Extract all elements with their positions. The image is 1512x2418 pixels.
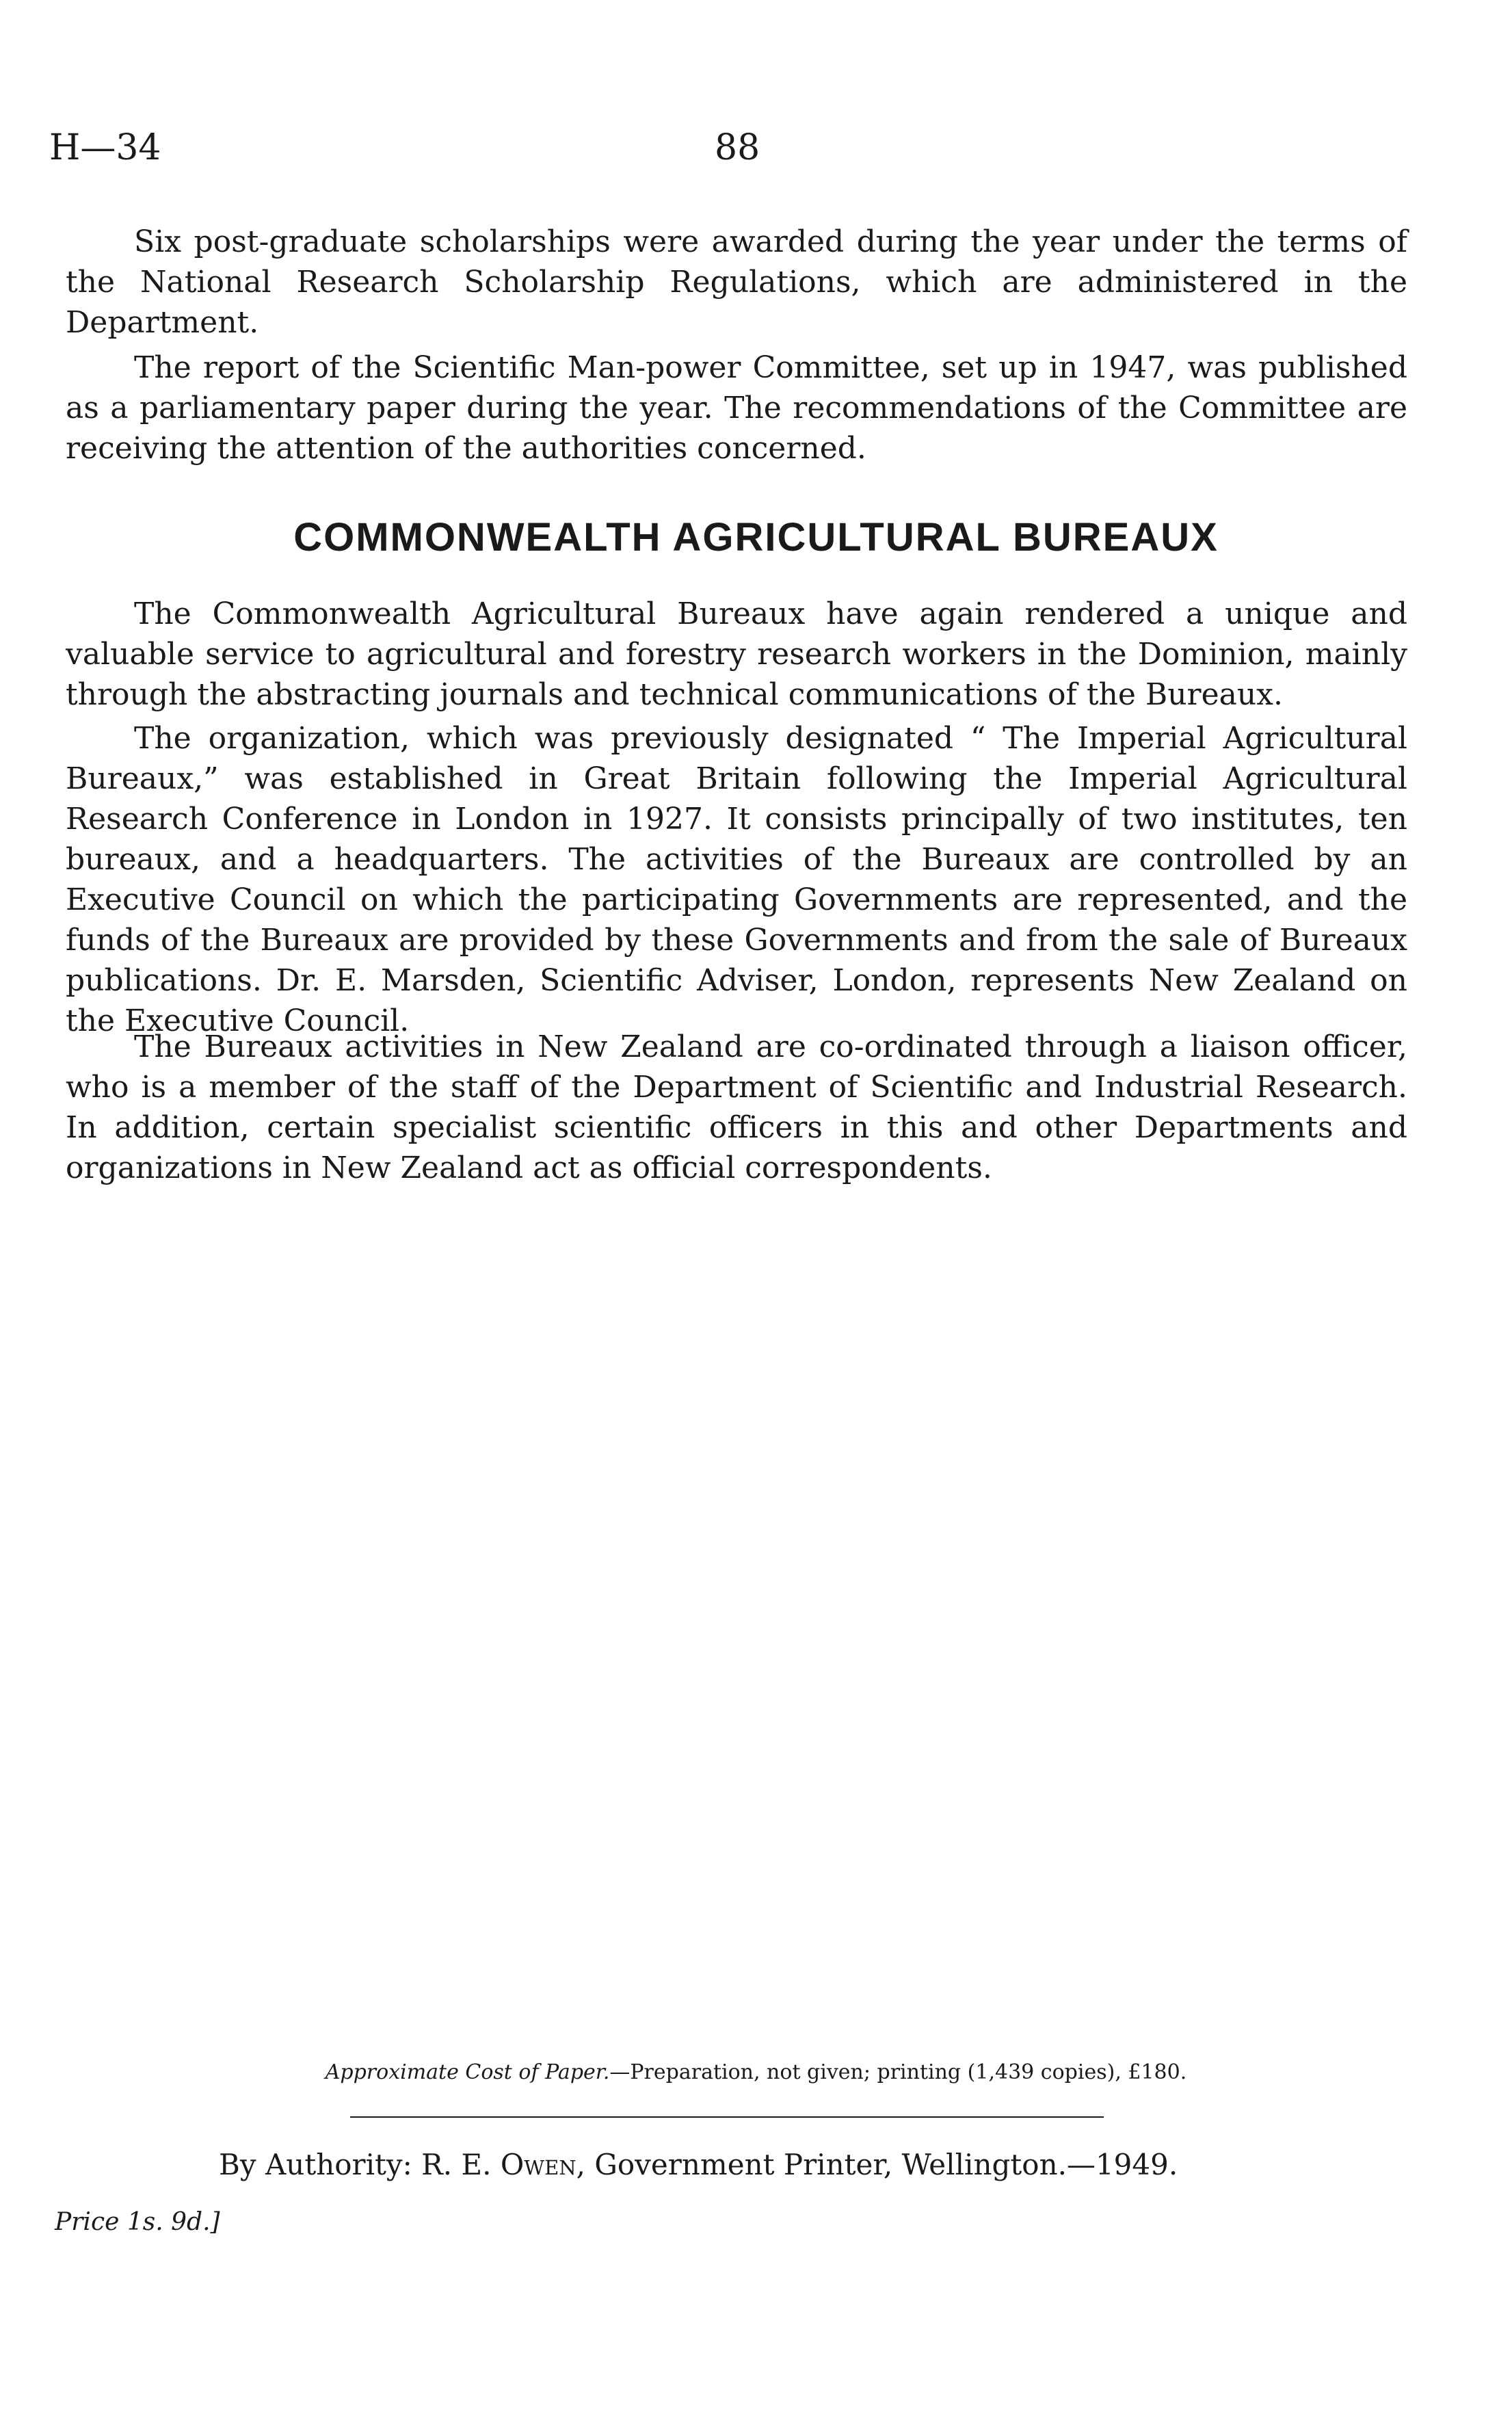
price-note: Price 1s. 9d.] (55, 2208, 220, 2236)
paragraph-scholarships: Six post-graduate scholarships were awarded during the year under the terms of the National Research Scholarship Regulations, which are administered in the Department. (66, 224, 1407, 340)
printer-name: R. E. Owen (421, 2148, 576, 2181)
printing-cost-note (0, 2060, 1512, 2084)
cost-text: —Preparation, not given; printing (1,439 copies), £180. (609, 2060, 1187, 2084)
paragraph-manpower-committee: The report of the Scientific Man-power Committee, set up in 1947, was published as a parliamentary paper during the year. The recommendations of the Committee are receiving the attention of the authorities concerned. (66, 350, 1407, 466)
paragraph-bureaux-organization: The organization, which was previously designated “ The Imperial Agricultural Bureaux,” was established in Great Britain following the Imperial Agricultural Research Conference in London in 1927. It consists principally of two institutes, ten bureaux, and a headquarters. The activities of the Bureaux are controlled by an Executive Council on which the participating Governments are represented, and the funds of the Bureaux are provided by these Governments and from the sale of Bureaux publications. Dr. E. Marsden, Scientific Adviser, London, represents New Zealand on the Executive Council. (66, 721, 1407, 1038)
footer-divider (350, 2116, 1104, 2118)
page-number: 88 (715, 127, 760, 168)
section-heading: COMMONWEALTH AGRICULTURAL BUREAUX (293, 515, 1219, 560)
authority-line (219, 2148, 1178, 2181)
authority-suffix: , Government Printer, Wellington.—1949. (576, 2148, 1178, 2181)
cost-label: Approximate Cost of Paper. (325, 2060, 610, 2084)
paragraph-bureaux-new-zealand: The Bureaux activities in New Zealand are co-ordinated through a liaison officer, who is a member of the staff of the Department of Scientific and Industrial Research. In addition, certain specialist scientific officers in this and other Departments and organizations in New Zealand act as official correspondents. (66, 1029, 1407, 1185)
authority-prefix: By Authority: (219, 2148, 412, 2181)
document-reference: H—34 (49, 127, 161, 168)
paragraph-bureaux-service: The Commonwealth Agricultural Bureaux have again rendered a unique and valuable service to agricultural and forestry research workers in the Dominion, mainly through the abstracting journals and technical communications of the Bureaux. (66, 596, 1407, 712)
